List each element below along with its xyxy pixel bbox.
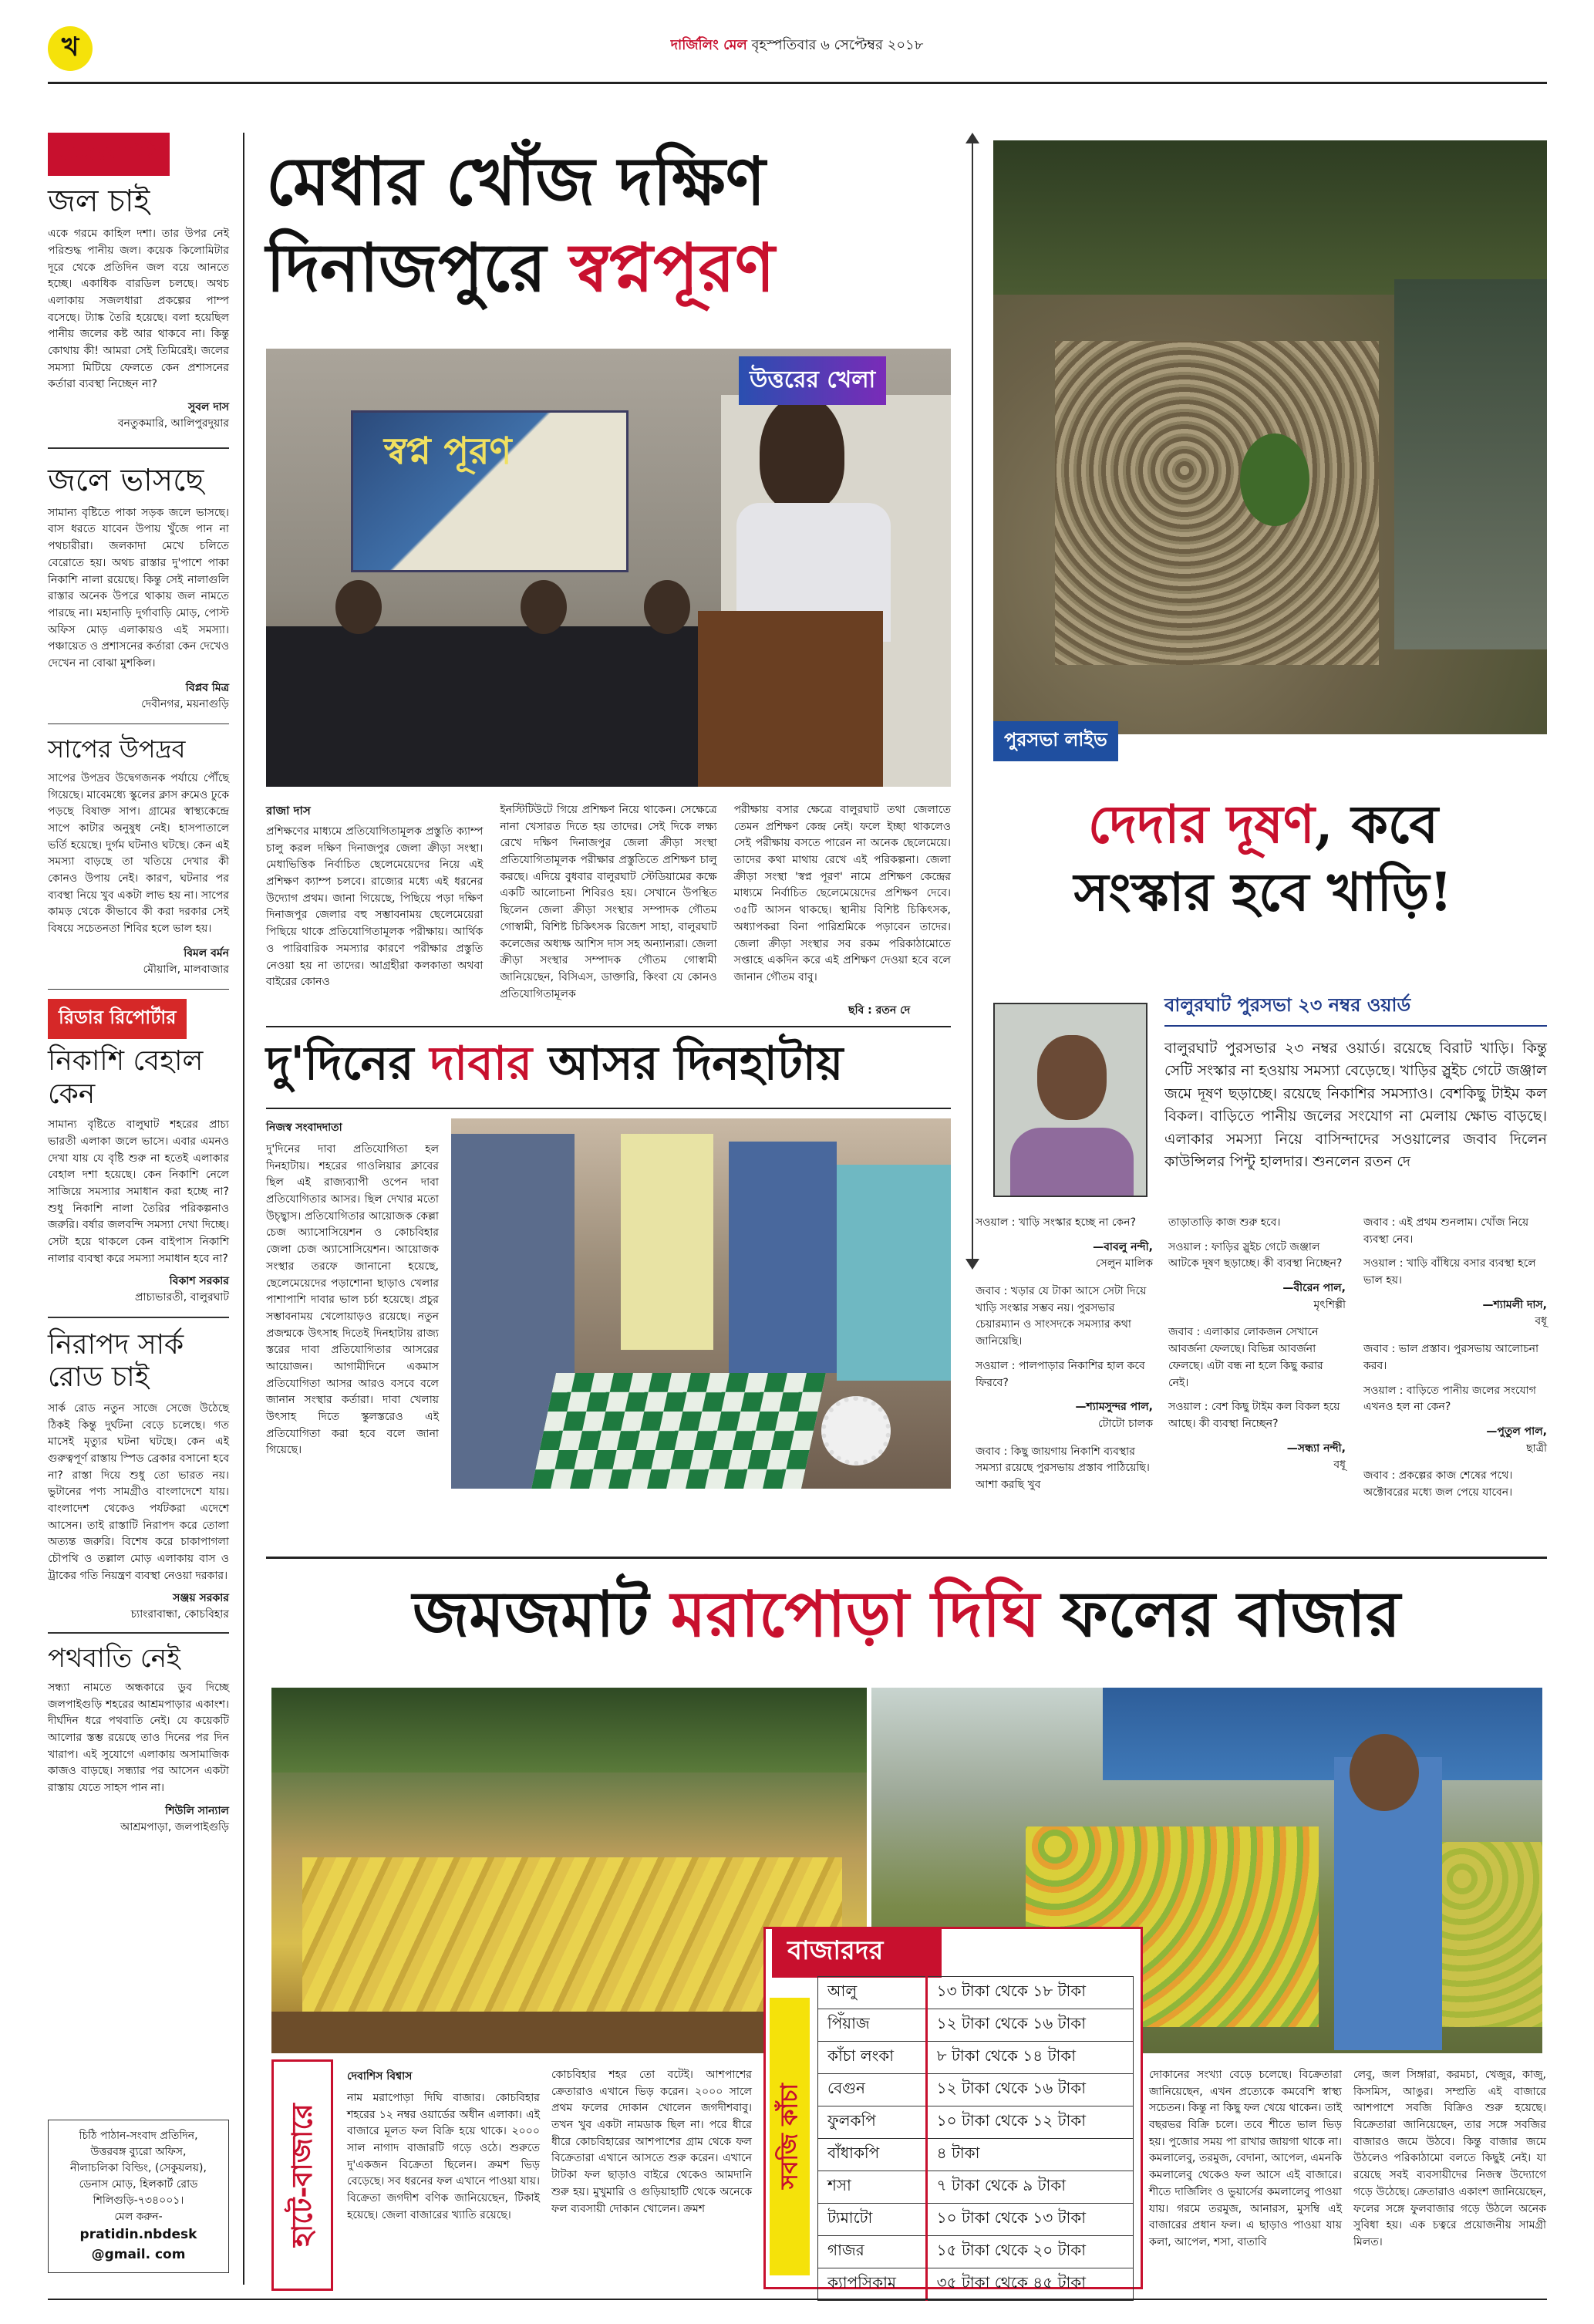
price-value: ১৫ টাকা থেকে ২০ টাকা [926, 2236, 1133, 2268]
price-item: ক্যাপসিকাম [818, 2268, 927, 2301]
market-col-2: কোচবিহার শহর তো বটেই। আশপাশের ক্রেতারাও এখানে ভিড় করেন। ২০০০ সালে প্রথম ফলের দোকান খোলেন জগদীশবাবু। তখন খুব একটা নামডাক ছিল না। পরে ধীরে ধীরে কোচবিহারের আশপাশের গ্রাম থেকে ফল বিক্রেতারা এখানে আসতে শুরু করেন। এখানে টাটকা ফল ছাড়াও বাইরে থেকেও আমদানি শুরু হয়। মুখুমারি ও গুড়িয়াহাটি থেকে অনেকে ফল ব্যবসায়ী দোকান খোলেন। ক্রমশ [551, 2069, 752, 2215]
qa-who: —শ্যামলী দাস, বধূ [1482, 1298, 1547, 1328]
photo-credit: ছবি : রতন দে [848, 1004, 911, 1017]
letter-title: জলে ভাসছে [48, 462, 204, 498]
price-value: ৮ টাকা থেকে ১৪ টাকা [926, 2042, 1133, 2074]
qa-column-2 [1168, 1215, 1346, 1485]
lead-column: ইনস্টিটিউটে গিয়ে প্রশিক্ষণ নিয়ে থাকেন। সেক্ষেত্রে নানা খেসারত দিতে হয় তাদের। সেই দিকে লক্ষ্য রেখে দক্ষিণ দিনাজপুর জেলা ক্রীড়া সংস্থা প্রতিযোগিতামূলক পরীক্ষার প্রস্তুতিতে প্রশিক্ষণ চালু করছে। এদিয়ে বুধবার বালুরঘাট স্টেডিয়ামের কক্ষে একটি আলোচনা শিবিরও হয়। সেখানে উপস্থিত ছিলেন জেলা ক্রীড়া সংস্থার সম্পাদক গৌতম গোস্বামী, বিশিষ্ট চিকিৎসক রিজেশ সাহা, বালুরঘাট কলেজের অধ্যক্ষ আশিস দাস সহ অন্যান্যরা। জেলা ক্রীড়া সংস্থার সম্পাদক গৌতম গোস্বামী জানিয়েছেন, বিসিএস, ডাক্তারি, কিংবা যে কোনও প্রতিযোগিতামূলক [500, 804, 717, 1000]
player-figure [837, 1165, 951, 1381]
report-1 [48, 1045, 229, 1306]
contact-line: ডেনাস মোড়, হিলকার্ট রোড [79, 2178, 198, 2191]
price-value: ১২ টাকা থেকে ১৬ টাকা [926, 2074, 1133, 2106]
price-item: শসা [818, 2171, 927, 2204]
letter-body: সামান্য বৃষ্টিতে পাকা সড়ক জলে ভাসছে। বাস ধরতে যাবেন উপায় খুঁজে পান না পথচারীরা। জলকাদা মেখে চলিতে বেরোতে হয়। অথচ রাস্তার দু'পাশে পাকা নিকাশি নালা রয়েছে। কিন্তু সেই নালাগুলি রাস্তার অনেক উপরে থাকায় জল নামতে পারছে না। মহানাড়ি দুর্গাবাড়ি মোড়, পোস্ট অফিস মোড় এলাকায়ও এই সমস্যা। পঞ্চায়েত ও প্রশাসনের কর্তারা কেন দেখেও দেখেন না বোঝা মুশকিল। [48, 506, 229, 670]
qa-item: জবাব : ভাল প্রস্তাব। পুরসভায় আলোচনা করব। [1363, 1343, 1539, 1372]
report-body: সার্ক রোড নতুন সাজে সেজে উঠেছে ঠিকই কিন্তু দুর্ঘটনা বেড়ে চলেছে। গত মাসেই মৃত্যুর ঘটনা ঘটছে। কেন এই গুরুত্বপূর্ণ রাস্তায় স্পিড ব্রেকার বসানো হবে না? রাস্তা দিয়ে শুধু তো ভারত নয়। ভুটানের পণ্য সামগ্রীও বাংলাদেশে যায়। বাংলাদেশ থেকেও পর্যটকরা এদেশে আসেন। তাই রাস্তাটি নিরাপদ করে তোলা অত্যন্ত জরুরি। বিশেষ করে চাকাপাগলা চৌপথি ও তল্লাল মোড় এলাকায় বাস ও ট্রাকের গতি নিয়ন্ত্রণ ব্যবস্থা নেওয়া দরকার। [48, 1401, 229, 1582]
guest-head [644, 580, 690, 634]
pond-headline [979, 791, 1547, 927]
section-tag-letters: উত্তরের চিঠি [48, 133, 170, 176]
report-place: চ্যাংরাবান্ধা, কোচবিহার [130, 1608, 229, 1621]
foliage [993, 140, 1547, 295]
arrow-up-icon [965, 133, 979, 143]
letter-author: বিমল বর্মন [184, 946, 229, 960]
price-item: আলু [818, 1977, 927, 2009]
market-byline: দেবাশিস বিশ্বাস [347, 2070, 413, 2083]
price-value: ৩৫ টাকা থেকে ৪৫ টাকা [926, 2268, 1133, 2301]
qa-who: —বাবলু নন্দী, সেলুন মালিক [1093, 1240, 1153, 1270]
market-col-1: নাম মরাপোড়া দিঘি বাজার। কোচবিহার শহরের ১২ নম্বর ওয়ার্ডের অধীন এলাকা। এই বাজারে মূলত ফল বিক্রি হয়ে থাকে। ২০০০ সাল নাগাদ বাজারটি গড়ে ওঠে। শুরুতে দু'একজন বিক্রেতা ছিলেন। ক্রমশ ভিড় বেড়েছে। সব ধরনের ফল এখানে পাওয়া যায়। বিক্রেতা জগদীশ বণিক জানিয়েছেন, টিকাই হয়েছে। জেলা বাজারের খ্যাতি রয়েছে। [347, 2092, 540, 2221]
divider [48, 724, 229, 725]
pond-intro: বালুরঘাট পুরসভার ২৩ নম্বর ওয়ার্ড। রয়েছে বিরাট খাড়ি। কিন্তু সেটি সংস্কার না হওয়ায় সমস্যা বেড়েছে। খাড়ির স্লুইচ গেটে জঞ্জাল জমে দূষণ ছড়াচ্ছে। রয়েছে নিকাশির সমস্যাও। বেশকিছু টাইম কল বিকল। বাড়িতে পানীয় জলের সংযোগ না মেলায় ক্ষোভ বাড়ছে। এলাকার সমস্যা নিয়ে বাসিন্দাদের সওয়ালের জবাব দিলেন কাউন্সিলর পিন্টু হালদার। শুনলেন রতন দে [1164, 1040, 1547, 1171]
contact-line: শিলিগুড়ি-৭৩৪০০১। [93, 2194, 184, 2207]
banana-bunches [302, 1857, 842, 2012]
market-col-4: লেবু, জল সিঙ্গারা, করমচা, খেজুর, কাজু, কিসমিস, আঙুর। সম্প্রতি এই বাজারে আশপাশে সবজি বিক্রিও শুরু হয়েছে। বিক্রেতারা জানিয়েছেন, তার সঙ্গে সবজির বাজারও জমে উঠবে। কিন্তু বাজার জমে উঠলেও পরিকাঠামো বলতে কিছুই নেই। যা রয়েছে সবই ব্যবসায়ীদের নিজস্ব উদ্যোগে গড়ে উঠেছে। ক্রেতারাও একাংশ জানিয়েছেন, ফলের সঙ্গে ফুলবাজার গড়ে উঠলে অনেক সুবিধা হয়। এক চত্বরে প্রয়োজনীয় সামগ্রী মিলত। [1353, 2069, 1546, 2248]
contact-line: চিঠি পাঠান-সংবাদ প্রতিদিন, [79, 2130, 198, 2142]
pond-photo [993, 140, 1547, 734]
qa-who: —পুতুল পাল, ছাত্রী [1486, 1425, 1547, 1455]
report-body: সন্ধ্যা নামতে অন্ধকারে ডুব দিচ্ছে জলপাইগুড়ি শহরের আশ্রমপাড়ার একাংশ। দীর্ঘদিন ধরে পথবাতি নেই। যে কয়েকটি আলোর স্তম্ভ রয়েছে তাও দিনের পর দিন খারাপ। এই সুযোগে এলাকায় অসামাজিক কাজও বাড়ছে। সন্ধ্যার পর আসেন একটা রাস্তায় যেতে সাহস পান না। [48, 1681, 229, 1795]
price-item: পিঁয়াজ [818, 2009, 927, 2042]
stage-table [266, 626, 698, 787]
banner [351, 410, 629, 572]
qa-column-3 [1363, 1215, 1547, 1509]
speaker-head [760, 395, 844, 511]
price-item: ট্যমাটো [818, 2204, 927, 2236]
report-author: শিউলি সান্যাল [165, 1804, 229, 1817]
price-row [818, 2106, 1134, 2139]
masthead-date: বৃহস্পতিবার ৬ সেপ্টেম্বর ২০১৮ [751, 37, 924, 53]
qa-item: জবাব : খড়ার যে টাকা আসে সেটা দিয়ে খাড়ি সংস্কার সম্ভব নয়। পুরসভার চেয়ারম্যান ও সাংসদকে সমস্যার কথা জানিয়েছি। [976, 1285, 1147, 1348]
guest-head [521, 580, 567, 634]
qa-item: সওয়াল : বাড়িতে পানীয় জলের সংযোগ এখনও হল না কেন? [1363, 1384, 1536, 1414]
tarp [1103, 1688, 1542, 1780]
letter-title: সাপের উপদ্রব [48, 734, 186, 764]
price-row [818, 2009, 1134, 2042]
price-row [818, 2042, 1134, 2074]
report-title: পথবাতি নেই [48, 1642, 180, 1674]
price-value: ১০ টাকা থেকে ১৩ টাকা [926, 2204, 1133, 2236]
lead-column: পরীক্ষায় বসার ক্ষেত্রে বালুরঘাট তথা জেলাতে তেমন প্রশিক্ষণ কেন্দ্র নেই। ফলে ইচ্ছা থাকলেও সেই পরীক্ষায় বসতে পারেন না অনেক ছেলেমেয়ে। তাদের কথা মাথায় রেখে এই পরিকল্পনা। জেলা ক্রীড়া সংস্থা 'স্বপ্ন পূরণ' নামে প্রশিক্ষণ কেন্দ্রের মাধ্যমে নির্বাচিত ছেলেমেয়েদের প্রশিক্ষণ দেবে। ৩৫টি আসন থাকছে। স্থানীয় বিশিষ্ট চিকিৎসক, অধ্যাপকরা বিনা পারিশ্রমিকে পড়াবেন তাদের। জেলা ক্রীড়া সংস্থার সব রকম পরিকাঠামোতে সপ্তাহে একদিন করে এই প্রশিক্ষণ দেওয়া হবে বলে জানান গৌতম বাবু। [733, 804, 951, 983]
price-value: ১৩ টাকা থেকে ১৮ টাকা [926, 1977, 1133, 2009]
letter-2 [48, 463, 229, 713]
chessboard [531, 1373, 826, 1489]
market-headline: জমজমাট মরাপোড়া দিঘি ফলের বাজার [413, 1577, 1400, 1651]
letter-author: সুবল দাস [187, 401, 229, 414]
water-channel [1394, 279, 1547, 649]
chess-photo [451, 1118, 951, 1489]
podium [698, 611, 883, 787]
report-author: সঞ্জয় সরকার [173, 1592, 229, 1605]
qa-item: সওয়াল : বেশ কিছু টাইম কল বিকল হয়ে আছে। কী ব্যবস্থা নিচ্ছেন? [1168, 1401, 1340, 1430]
letter-title: জল চাই [48, 184, 150, 219]
report-title: নিকাশি বেহাল কেন [48, 1045, 204, 1110]
contact-line: মেল করুন- [114, 2211, 163, 2223]
flower-decoration [821, 1396, 891, 1466]
lead-columns [266, 802, 951, 1003]
letter-body: সাপের উপদ্রব উদ্বেগজনক পর্যায়ে পৌঁছে গিয়েছে। মাবেমধ্যে স্কুলের ক্লাস রুমেও ঢুকে পড়ছে বিষাক্ত সাপ। গ্রামের স্বাস্থ্যকেন্দ্রে সাপে কাটার অনুষুধ নেই। হাসপাতালে ভর্তি হয়েছে। দুর্গম ঘটনাও ঘটছে। কেন এই সমস্যা বাড়ছে তা খতিয়ে দেখার কী কোনও উপায় নেই। কারণ, ঘটনার পর ব্যবস্থা নিয়ে খুব একটা লাভ হয় না। সাপের কামড় থেকে কীভাবে কী করা দরকার সেই বিষয়ে সচেতনতা শিবির হলে ভাল হয়। [48, 771, 229, 936]
ward-title: বালুরঘাট পুরসভা ২৩ নম্বর ওয়ার্ড [1164, 991, 1547, 1027]
councillor-photo [993, 1003, 1147, 1197]
report-title: নিরাপদ সার্ক রোড চাই [48, 1328, 184, 1394]
contact-email[interactable]: pratidin.nbdesk @gmail. com [79, 2227, 197, 2262]
report-2 [48, 1329, 229, 1624]
column-rule [243, 133, 244, 2285]
price-value: ১০ টাকা থেকে ১২ টাকা [926, 2106, 1133, 2139]
price-item: গাজর [818, 2236, 927, 2268]
contact-line: নীলাচলিকা বিল্ডিং, (সেকুয়লয়), [70, 2162, 207, 2174]
player-figure [621, 1134, 713, 1350]
contact-line: উত্তরবঙ্গ ব্যুরো অফিস, [90, 2146, 187, 2158]
price-row [818, 2268, 1134, 2301]
price-value: ৭ টাকা থেকে ৯ টাকা [926, 2171, 1133, 2204]
price-row [818, 2204, 1134, 2236]
report-place: আশ্রমপাড়া, জলপাইগুড়ি [120, 1820, 229, 1833]
letter-1 [48, 184, 229, 432]
divider [48, 989, 229, 990]
report-body: সামান্য বৃষ্টিতে বালুঘাট শহরের প্রাচ্য ভারতী এলাকা জলে ভাসে। এবার এমনও দেখা যায় যে বৃষ্টি শুরু না হতেই এলাকার বেহাল দশা হয়েছে। কেন নিকাশি নেলে সাজিয়ে সমস্যার সমাধান করা হচ্ছে না? শুধু নিকাশি নালা তৈরির পরিকল্পনাও জরুরি। বর্ষার জলবন্দি সমস্যা দেখা দিচ্ছে। সেটা হয়ে থাকলে কেন বাইপাস নিকাশি নালার ব্যবস্থা করে সমস্যা সমাধান হবে না? [48, 1118, 229, 1265]
left-column [48, 133, 229, 1836]
vendor-head [1350, 1734, 1419, 1811]
tag-purasabha-live: পুরসভা লাইভ [993, 721, 1118, 761]
divider [48, 1632, 229, 1634]
qa-who: —সন্ধ্যা নন্দী, বধূ [1286, 1442, 1346, 1472]
tag-uttorer-khela: উত্তরের খেলা [739, 356, 886, 405]
lead-photo [266, 349, 951, 787]
section-tag-reader: রিডার রিপোর্টার [48, 999, 187, 1039]
divider [266, 1026, 951, 1027]
price-item: কাঁচা লংকা [818, 2042, 927, 2074]
qa-column-1 [976, 1215, 1153, 1502]
councillor-shirt [1010, 1128, 1134, 1197]
report-3 [48, 1643, 229, 1836]
price-value: ১২ টাকা থেকে ১৬ টাকা [926, 2009, 1133, 2042]
qa-item: সওয়াল : খাড়ি বাঁধিয়ে বসার ব্যবস্থা হলে ভাল হয়। [1363, 1257, 1536, 1287]
price-item: ফুলকপি [818, 2106, 927, 2139]
banner-title: স্বপ্ন পূরণ [384, 430, 512, 473]
market-col-3: দোকানের সংখ্যা বেড়ে চলেছে। বিক্রেতারা জানিয়েছেন, এখন প্রত্যেকে কমবেশি স্বাস্থ্য সচেতন। কিন্তু না কিছু ফল খেয়ে থাকেন। তাই বছরভর বিক্রি চলে। তবে শীতে ভাল ভিড় হয়। পুজোর সময় পা রাখার জায়গা থাকে না। কমলালেবু, তরমুজ, বেদানা, আপেল, এমনকি কমলালেবু থেকেও ফল আসে এই বাজারে। শীতে দার্জিলিং ও ভুয়ার্সের কমলালেবু পাওয়া যায়। গরমে তরমুজ, আনারস, মুসম্বি এই বাজারের প্রধান ফল। এ ছাড়াও পাওয়া যায় কলা, আপেল, শসা, বাতাবি [1149, 2069, 1342, 2248]
guest-head [335, 580, 382, 634]
qa-item: জবাব : এলাকার লোকজন সেখানে আবর্জনা ফেলছে। বিভিন্ন আবর্জনা ফেলছে। এটা বন্ধ না হলে কিছু করার নেই। [1168, 1326, 1323, 1389]
pond-headline-line2: সংস্কার হবে খাড়ি! [1073, 862, 1453, 924]
chess-body: দু'দিনের দাবা প্রতিযোগিতা হল দিনহাটায়। শহরের গাওলিয়ার ক্লাবের ছিল এই রাজ্যব্যাপী ওপেন দাবা প্রতিযোগিতার আসর। ছিল দেখার মতো উচ্ছ্বাস। প্রতিযোগিতার আয়োজক কেল্লা চেজ অ্যাসোসিয়েশন ও কোচবিহার জেলা চেজ অ্যাসোসিয়েশন। আয়োজক সংস্থার তরফে জানানো হয়েছে, ছেলেমেয়েদের পড়াশোনা ছাড়াও খেলার পাশাপাশি দাবার ভাল চর্চা হয়েছে। প্রচুর সম্ভাবনাময় খেলোয়াড়ও রয়েছে। নতুন প্রজন্মকে উৎসাহ দিতেই দিনহাটায় রাজ্য স্তরের দাবা প্রতিযোগিতার আসরের আয়োজন। আগামীদিনে একমাস প্রতিযোগিতা আসর আরও বসবে বলে জানান সংস্থার কর্তারা। দাবা খেলায় উৎসাহ দিতে স্কুলস্তরেও এই প্রতিযোগিতা করা হবে বলে জানা গিয়েছে। [266, 1143, 439, 1457]
price-table [817, 1976, 1134, 2301]
chess-byline: নিজস্ব সংবাদদাতা [266, 1122, 342, 1134]
price-side-label: সবজি কাঁচা [770, 1998, 810, 2275]
section-rule [266, 1557, 1547, 1559]
chess-headline: দু'দিনের দাবার আসর দিনহাটায় [266, 1037, 844, 1091]
fruit-piles [1442, 1842, 1542, 2027]
price-value: ৪ টাকা [926, 2139, 1133, 2171]
report-author: বিকাশ সরকার [169, 1275, 229, 1288]
price-row [818, 1977, 1134, 2009]
top-rule [48, 82, 1547, 84]
divider [48, 447, 229, 449]
letter-place: বনতুকমারি, আলিপুরদুয়ার [117, 417, 229, 430]
price-row [818, 2139, 1134, 2171]
councillor-face [1037, 1035, 1107, 1120]
pond-headline-line1: দেদার দূষণ, কবে [1087, 794, 1439, 855]
letter-place: মৌয়ালি, মালবাজার [143, 963, 229, 976]
lead-headline-line2: দিনাজপুরে স্বপ্নপূরণ [266, 228, 775, 307]
trees [271, 1688, 867, 1773]
masthead-brand: দার্জিলিং মেল [670, 37, 747, 53]
qa-item: জবাব : এই প্রথম শুনলাম। খোঁজ নিয়ে ব্যবস্থা নেব। [1363, 1216, 1529, 1246]
price-row [818, 2236, 1134, 2268]
page-number-badge: খ [48, 26, 93, 71]
haat-bazar-tag: হাটে-বাজারে [286, 2103, 318, 2247]
plant [1240, 433, 1309, 526]
bottom-rule [48, 2299, 1547, 2300]
letter-place: দেবীনগর, ময়নাগুড়ি [141, 697, 229, 710]
qa-item: তাড়াতাড়ি কাজ শুরু হবে। [1168, 1216, 1281, 1229]
lead-headline [266, 139, 976, 312]
arrow-divider [972, 137, 973, 1263]
player-figure [729, 1142, 837, 1373]
divider [48, 1317, 229, 1318]
lead-headline-line1: মেধার খোঁজ দক্ষিণ [266, 143, 766, 221]
leaf-litter [1055, 341, 1379, 665]
qa-who: —শ্যামসুন্দর পাল, টোটো চালক [1075, 1401, 1153, 1430]
qa-item: জবাব : প্রকল্পের কাজ শেষের পথে। অক্টোবরের মধ্যে জল পেয়ে যাবেন। [1363, 1469, 1513, 1499]
qa-who: —বীরেন পাল, মৃৎশিল্পী [1282, 1282, 1346, 1311]
price-row [818, 2074, 1134, 2106]
letter-3 [48, 735, 229, 978]
qa-item: জবাব : কিছু জায়গায় নিকাশি ব্যবস্থার সমস্যা রয়েছে পুরসভায় প্রস্তাব পাঠিয়েছি। আশা করছি খুব [976, 1445, 1150, 1491]
contact-box [48, 2120, 229, 2273]
lead-column: প্রশিক্ষণের মাধ্যমে প্রতিযোগিতামূলক প্রস্তুতি ক্যাম্প চালু করল দক্ষিণ দিনাজপুর জেলা ক্রীড়া সংস্থা। মেধাভিত্তিক নির্বাচিত ছেলেমেয়েদের নিয়ে এই প্রশিক্ষণ ক্যাম্প চলবে। রাজ্যের মধ্যে এই ধরনের উদ্যোগ প্রথম। জানা গিয়েছে, পিছিয়ে পড়া দক্ষিণ দিনাজপুর জেলার বহু সম্ভাবনাময় ছেলেমেয়েরা পিছিয়ে থাকে প্রতিযোগিতামূলক পরীক্ষায়। আর্থিক ও পারিবারিক সমস্যার কারণে পরীক্ষার প্রস্তুতি নেওয়া হয় না তাদের। আগ্রহীরা কলকাতা অথবা বাইরের কোনও [266, 825, 484, 989]
qa-item: সওয়াল : খাড়ি সংস্কার হচ্ছে না কেন? [976, 1216, 1136, 1229]
price-title: বাজারদর [772, 1928, 942, 1978]
qa-item: সওয়াল : পালপাড়ার নিকাশির হাল কবে ফিরবে? [976, 1359, 1145, 1389]
masthead [0, 34, 1594, 58]
price-row [818, 2171, 1134, 2204]
divider [266, 1108, 951, 1109]
price-item: বাঁধাকপি [818, 2139, 927, 2171]
letter-author: বিপ্লব মিত্র [185, 681, 229, 694]
qa-item: সওয়াল : ফাড়ির স্লুইচ গেটে জঞ্জাল আটকে দূষণ ছড়াচ্ছে। কী ব্যবস্থা নিচ্ছেন? [1168, 1240, 1343, 1270]
price-item: বেগুন [818, 2074, 927, 2106]
lead-byline: রাজা দাস [266, 804, 311, 818]
report-place: প্রাচ্যভারতী, বালুরঘাট [134, 1291, 229, 1304]
letter-body: একে গরমে কাহিল দশা। তার উপর নেই পরিশুদ্ধ পানীয় জল। কয়েক কিলোমিটার দূরে থেকে প্রতিদিন জল বয়ে আনতে হচ্ছে। একাধিক বারডিল চলছে। অথচ এলাকায় সজলধারা প্রকল্পের পাম্প বসেছে। ট্যাঙ্ক তৈরি হয়েছে। বলা হয়েছিল পানীয় জলের কষ্ট আর থাকবে না। কিন্তু কোথায় কী! আমরা সেই তিমিরেই। জলের সমস্যা মিটিয়ে ফেলতে কেন প্রশাসনের কর্তারা ব্যবস্থা নিচ্ছেন না? [48, 228, 229, 391]
